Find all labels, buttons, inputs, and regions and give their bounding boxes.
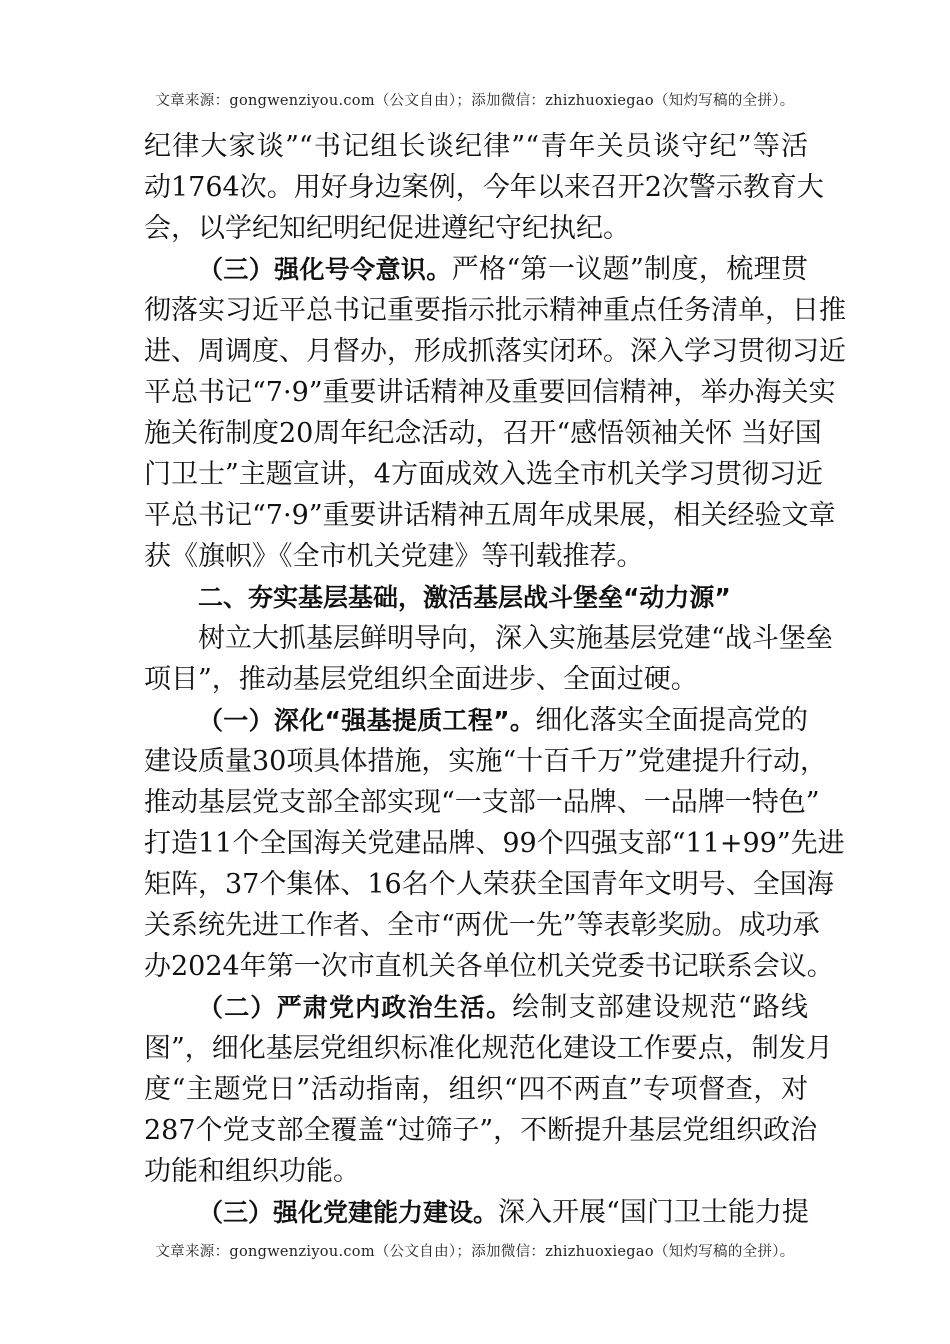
- page-header-source: 文章来源：gongwenziyou.com（公文自由）；添加微信：zhizhuoxiegao（知灼写稿的全拼）。: [155, 93, 795, 109]
- body-line: 打造11个全国海关党建品牌、99个四强支部“11+99”先进: [144, 828, 845, 859]
- subsection-heading: （一）深化“强基提质工程”。: [198, 706, 536, 735]
- body-line: 平总书记“7·9”重要讲话精神五周年成果展，相关经验文章: [144, 500, 836, 531]
- body-line: 度“主题党日”活动指南，组织“四不两直”专项督查，对: [144, 1074, 808, 1105]
- body-line: 图”，细化基层党组织标准化规范化建设工作要点，制发月: [144, 1033, 833, 1064]
- body-line: 287个党支部全覆盖“过筛子”，不断提升基层党组织政治: [144, 1115, 818, 1146]
- body-line: 办2024年第一次市直机关各单位机关党委书记联系会议。: [144, 951, 834, 982]
- body-line: 项目”，推动基层党组织全面进步、全面过硬。: [144, 664, 698, 695]
- body-line: 门卫士”主题宣讲，4方面成效入选全市机关学习贯彻习近: [144, 459, 823, 490]
- body-line: 进、周调度、月督办，形成抓落实闭环。深入学习贯彻习近: [144, 336, 846, 367]
- body-text: 深入开展“国门卫士能力提: [498, 1197, 809, 1228]
- subsection-heading: （二）严肃党内政治生活。: [198, 993, 513, 1022]
- subsection-line: [198, 704, 808, 738]
- body-line: 平总书记“7·9”重要讲话精神及重要回信精神，举办海关实: [144, 377, 836, 408]
- body-line: 获《旗帜》《全市机关党建》等刊载推荐。: [144, 541, 644, 572]
- body-text: 绘制支部建设规范“路线: [512, 992, 808, 1023]
- body-line: 关系统先进工作者、全市“两优一先”等表彰奖励。成功承: [144, 910, 820, 941]
- body-text: 细化落实全面提高党的: [535, 705, 808, 736]
- subsection-heading: （三）强化党建能力建设。: [198, 1198, 499, 1227]
- subsection-line: [198, 253, 808, 287]
- body-line: 矩阵，37个集体、16名个人荣获全国青年文明号、全国海: [144, 869, 834, 900]
- body-text: 严格“第一议题”制度，梳理贯: [451, 254, 808, 285]
- body-line: 动1764次。用好身边案例，今年以来召开2次警示教育大: [144, 172, 824, 203]
- section-heading: 二、夯实基层基础，激活基层战斗堡垒“动力源”: [198, 583, 731, 612]
- body-line: 树立大抓基层鲜明导向，深入实施基层党建“战斗堡垒: [198, 623, 833, 654]
- body-line: 建设质量30项具体措施，实施“十百千万”党建提升行动，: [144, 746, 827, 777]
- subsection-line: [198, 1196, 808, 1230]
- subsection-line: [198, 991, 808, 1025]
- subsection-heading: （三）强化号令意识。: [198, 255, 452, 284]
- body-line: 彻落实习近平总书记重要指示批示精神重点任务清单，日推: [144, 295, 846, 326]
- body-line: 功能和组织功能。: [144, 1156, 360, 1187]
- body-line: 推动基层党支部全部实现“一支部一品牌、一品牌一特色”: [144, 787, 820, 818]
- body-line: 纪律大家谈”“书记组长谈纪律”“青年关员谈守纪”等活: [144, 131, 808, 162]
- page-footer-source: 文章来源：gongwenziyou.com（公文自由）；添加微信：zhizhuoxiegao（知灼写稿的全拼）。: [155, 1244, 795, 1260]
- body-line: 施关衔制度20周年纪念活动，召开“感悟领袖关怀 当好国: [144, 418, 822, 449]
- body-line: 会，以学纪知纪明纪促进遵纪守纪执纪。: [144, 213, 630, 244]
